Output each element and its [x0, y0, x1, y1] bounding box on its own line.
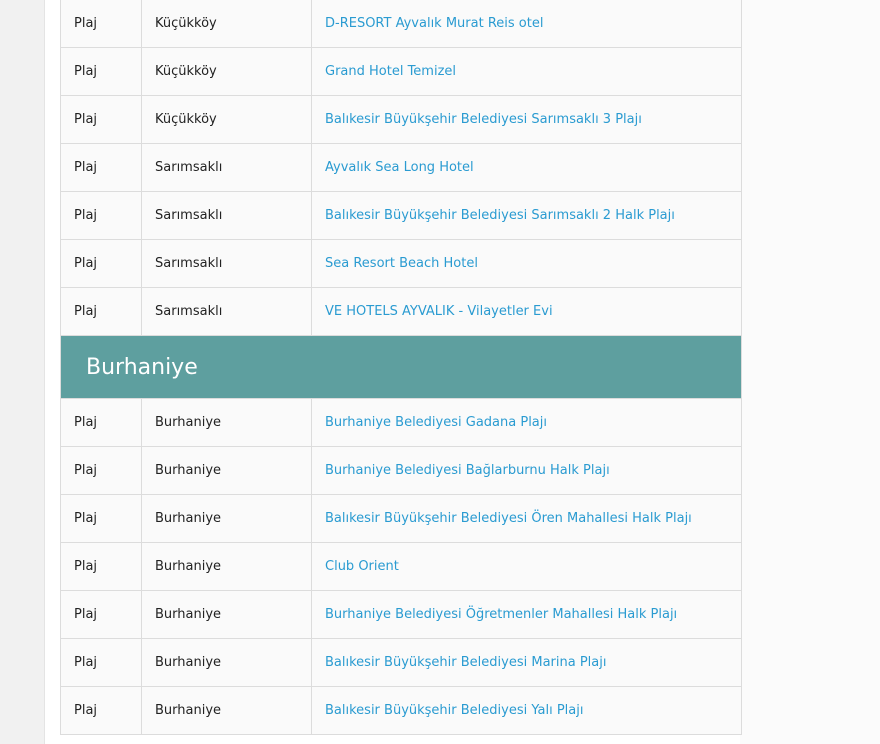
beach-link[interactable]: Sea Resort Beach Hotel — [325, 256, 478, 271]
district-cell: Burhaniye — [142, 591, 312, 638]
page-right-gutter — [740, 0, 880, 744]
name-cell — [312, 591, 741, 638]
name-cell — [312, 240, 741, 287]
district-cell: Burhaniye — [142, 495, 312, 542]
type-cell: Plaj — [61, 447, 142, 494]
table-row — [61, 591, 741, 639]
table-row — [61, 48, 741, 96]
beach-link[interactable]: Balıkesir Büyükşehir Belediyesi Marina Plajı — [325, 655, 607, 670]
district-cell: Burhaniye — [142, 639, 312, 686]
district-cell: Sarımsaklı — [142, 288, 312, 335]
table-row — [61, 495, 741, 543]
type-cell: Plaj — [61, 687, 142, 734]
beach-table — [60, 0, 742, 735]
beach-link[interactable]: Grand Hotel Temizel — [325, 64, 457, 79]
name-cell — [312, 399, 741, 446]
table-row — [61, 447, 741, 495]
table-row — [61, 687, 741, 735]
beach-link[interactable]: Balıkesir Büyükşehir Belediyesi Yalı Plajı — [325, 703, 584, 718]
type-cell: Plaj — [61, 288, 142, 335]
name-cell — [312, 144, 741, 191]
page-left-gutter — [0, 0, 45, 744]
district-cell: Küçükköy — [142, 48, 312, 95]
district-cell: Burhaniye — [142, 447, 312, 494]
type-cell: Plaj — [61, 240, 142, 287]
beach-link[interactable]: Burhaniye Belediyesi Öğretmenler Mahallesi Halk Plajı — [325, 607, 678, 622]
table-row — [61, 639, 741, 687]
name-cell — [312, 447, 741, 494]
name-cell — [312, 192, 741, 239]
district-cell: Sarımsaklı — [142, 240, 312, 287]
beach-link[interactable]: Balıkesir Büyükşehir Belediyesi Sarımsaklı 2 Halk Plajı — [325, 208, 675, 223]
name-cell — [312, 288, 741, 335]
table-row — [61, 96, 741, 144]
name-cell — [312, 495, 741, 542]
beach-link[interactable]: VE HOTELS AYVALIK - Vilayetler Evi — [325, 304, 553, 319]
type-cell: Plaj — [61, 495, 142, 542]
type-cell: Plaj — [61, 639, 142, 686]
beach-link[interactable]: Burhaniye Belediyesi Bağlarburnu Halk Plajı — [325, 463, 610, 478]
section-header-burhaniye: Burhaniye — [61, 336, 741, 399]
type-cell: Plaj — [61, 48, 142, 95]
table-row — [61, 0, 741, 48]
type-cell: Plaj — [61, 543, 142, 590]
district-cell: Burhaniye — [142, 687, 312, 734]
type-cell: Plaj — [61, 192, 142, 239]
district-cell: Küçükköy — [142, 0, 312, 47]
district-cell: Sarımsaklı — [142, 144, 312, 191]
name-cell — [312, 639, 741, 686]
table-row — [61, 543, 741, 591]
district-cell: Burhaniye — [142, 543, 312, 590]
type-cell: Plaj — [61, 144, 142, 191]
beach-link[interactable]: D-RESORT Ayvalık Murat Reis otel — [325, 16, 544, 31]
name-cell — [312, 48, 741, 95]
beach-link[interactable]: Club Orient — [325, 559, 399, 574]
beach-link[interactable]: Ayvalık Sea Long Hotel — [325, 160, 474, 175]
table-row — [61, 240, 741, 288]
table-row — [61, 288, 741, 336]
type-cell: Plaj — [61, 399, 142, 446]
district-cell: Küçükköy — [142, 96, 312, 143]
name-cell — [312, 687, 741, 734]
name-cell — [312, 543, 741, 590]
table-row — [61, 144, 741, 192]
name-cell — [312, 96, 741, 143]
beach-link[interactable]: Balıkesir Büyükşehir Belediyesi Sarımsaklı 3 Plajı — [325, 112, 642, 127]
table-row — [61, 399, 741, 447]
name-cell — [312, 0, 741, 47]
district-cell: Sarımsaklı — [142, 192, 312, 239]
beach-link[interactable]: Balıkesir Büyükşehir Belediyesi Ören Mahallesi Halk Plajı — [325, 511, 692, 526]
table-row — [61, 192, 741, 240]
type-cell: Plaj — [61, 0, 142, 47]
beach-link[interactable]: Burhaniye Belediyesi Gadana Plajı — [325, 415, 547, 430]
district-cell: Burhaniye — [142, 399, 312, 446]
type-cell: Plaj — [61, 591, 142, 638]
type-cell: Plaj — [61, 96, 142, 143]
